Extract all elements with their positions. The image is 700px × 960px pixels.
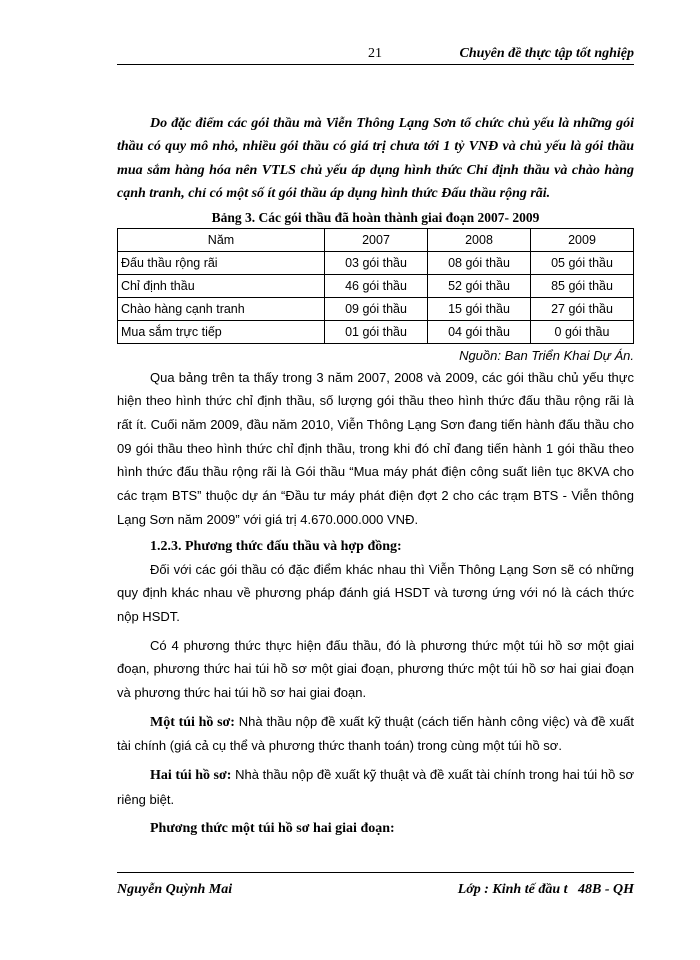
table-cell: 04 gói thầu [428, 320, 531, 343]
paragraph-4-text: Nhà thầu nộp đề xuất kỹ thuật (cách tiến hành công việc) và đề xuất tài chính (giá cả cụ thể và phương thức thanh toán) trong cùng một túi hồ sơ. [117, 713, 634, 754]
page-number: 21 [368, 46, 382, 61]
table-row [118, 274, 634, 297]
table-cell: 05 gói thầu [531, 251, 634, 274]
footer-author: Nguyễn Quỳnh Mai [117, 882, 233, 897]
table-cell: 85 gói thầu [531, 274, 634, 297]
bidding-table [117, 228, 634, 344]
footer-class: Lớp : Kinh tế đầu t 48B - QH [457, 882, 634, 897]
paragraph-5-label: Hai túi hồ sơ: [150, 768, 232, 784]
table-cell: Mua sắm trực tiếp [118, 320, 325, 343]
body-paragraph-2: Đối với các gói thầu có đặc điểm khác nhau thì Viễn Thông Lạng Sơn sẽ có những quy định khác nhau về phương pháp đánh giá HSDT và tương ứng với nó là cách thức nộp HSDT. [117, 561, 634, 624]
table-header-cell: 2007 [325, 228, 428, 251]
table-source: Nguồn: Ban Triển Khai Dự Án. [459, 347, 634, 363]
table-cell: Đấu thầu rộng rãi [118, 251, 325, 274]
table-header-cell: 2008 [428, 228, 531, 251]
table-cell: 01 gói thầu [325, 320, 428, 343]
table-cell: 09 gói thầu [325, 297, 428, 320]
page-footer [117, 872, 634, 897]
paragraph-5-text: Nhà thầu nộp đề xuất kỹ thuật và đề xuất tài chính trong hai túi hồ sơ riêng biệt. [117, 767, 635, 807]
page-header [117, 46, 634, 65]
table-cell: 46 gói thầu [325, 274, 428, 297]
table-cell: Chào hàng cạnh tranh [118, 297, 325, 320]
table-row [118, 297, 634, 320]
body-paragraph-4 [117, 710, 634, 758]
table-cell: 52 gói thầu [428, 274, 531, 297]
table-header-cell: Năm [118, 228, 325, 251]
intro-paragraph: Do đặc điểm các gói thầu mà Viễn Thông Lạng Sơn tổ chức chủ yếu là những gói thầu có quy mô nhỏ, nhiều gói thầu có giá trị chưa tới 1 tỷ VNĐ và chủ yếu là gói thầu mua sắm hàng hóa nên VTLS chủ yếu áp dụng hình thức Chỉ định thầu và chào hàng cạnh tranh, chỉ có một số ít gói thầu áp dụng hình thức Đấu thầu rộng rãi. [117, 116, 634, 202]
table-cell: 15 gói thầu [428, 297, 531, 320]
section-heading: 1.2.3. Phương thức đấu thầu và hợp đồng: [150, 538, 402, 554]
table-header-row [118, 228, 634, 251]
table-header-cell: 2009 [531, 228, 634, 251]
table-row [118, 251, 634, 274]
table-cell: 08 gói thầu [428, 251, 531, 274]
body-paragraph-3: Có 4 phương thức thực hiện đấu thầu, đó là phương thức một túi hồ sơ một giai đoạn, phương thức hai túi hồ sơ một giai đoạn, phương thức một túi hồ sơ hai giai đoạn và phương thức hai túi hồ sơ hai giai đoạn. [117, 637, 634, 701]
paragraph-4-label: Một túi hồ sơ: [150, 714, 235, 730]
table-cell: 0 gói thầu [531, 320, 634, 343]
table-cell: 27 gói thầu [531, 297, 634, 320]
table-row [118, 320, 634, 343]
body-paragraph-1: Qua bảng trên ta thấy trong 3 năm 2007, 2008 và 2009, các gói thầu chủ yếu thực hiện theo hình thức chỉ định thầu, số lượng gói thầu theo hình thức đấu thầu rộng rãi là rất ít. Cuối năm 2009, đầu năm 2010, Viễn Thông Lạng Sơn đang tiến hành đấu thầu cho 09 gói thầu theo hình thức chỉ định thầu, trong khi đó chỉ đang tiến hành 1 gói thầu theo hình thức đấu thầu rộng rãi là Gói thầu “Mua máy phát điện công suất liên tục 8KVA cho các trạm BTS” thuộc dự án “Đầu tư máy phát điện đợt 2 cho các trạm BTS - Viễn thông Lạng Sơn năm 2009” với giá trị 4.670.000.000 VNĐ. [117, 369, 634, 527]
subheading: Phương thức một túi hồ sơ hai giai đoạn: [150, 820, 395, 836]
page-content [117, 112, 634, 840]
table-cell: 03 gói thầu [325, 251, 428, 274]
header-title: Chuyên đề thực tập tốt nghiệp [459, 46, 634, 61]
table-cell: Chỉ định thầu [118, 274, 325, 297]
table-caption: Bảng 3. Các gói thầu đã hoàn thành giai đoạn 2007- 2009 [211, 209, 540, 225]
body-paragraph-5 [117, 763, 634, 811]
